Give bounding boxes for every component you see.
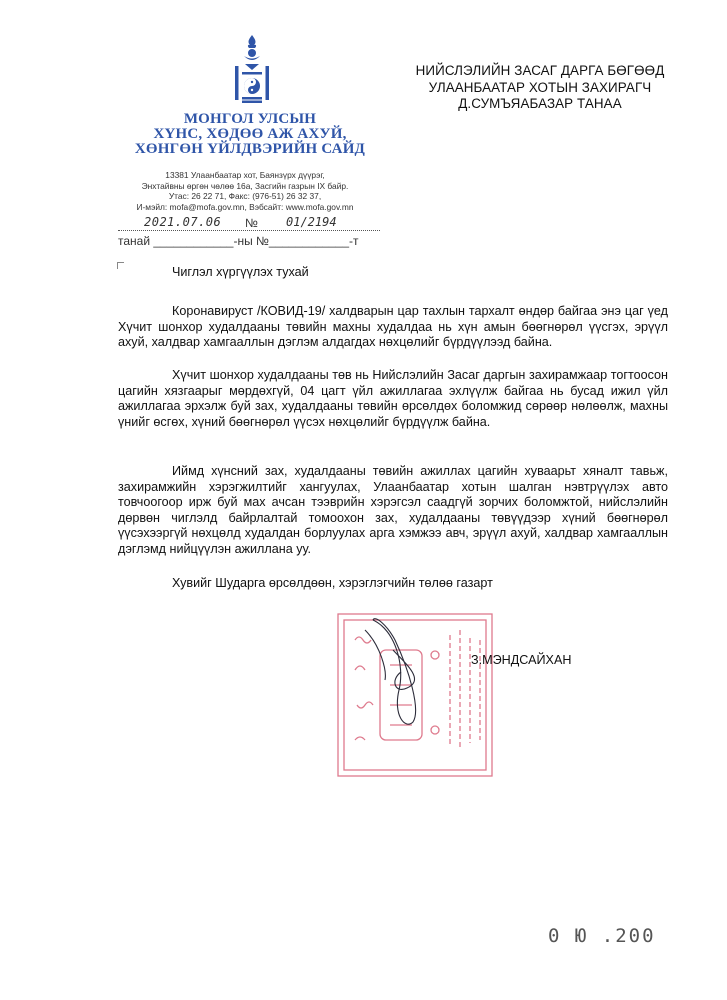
soyombo-emblem-icon (229, 34, 275, 106)
address-line: И-мэйл: mofa@mofa.gov.mn, Вэбсайт: www.mofa.gov.mn (136, 201, 354, 212)
body-paragraph: Хүчит шонхор худалдааны төв нь Нийслэлийн Засаг даргын захирамжаар тогтоосон цагийн хязгаарыг мөрдөхгүй, 04 цагт үйл ажиллагаа эхлүүлж байгаа нь бусад ижил үйл ажиллагаа эрхэлж буй зах, худалдааны төвийн өрсөлдөх боломжид сөрөөр нөлөөлж, махны үнийг өсгөх, хүний бөөгнөрөл үүсэх нөхцөлийг бүрдүүлж байна. (118, 368, 668, 429)
ministry-name (90, 112, 410, 157)
reference-number-label: № (245, 216, 258, 230)
recipient-block (405, 63, 675, 113)
copy-to-line: Хувийг Шударга өрсөлдөөн, хэрэглэгчийн төлөө газарт (172, 576, 493, 590)
reference-number: 01/2194 (286, 215, 337, 229)
ministry-name-line: МОНГОЛ УЛСЫН (183, 111, 317, 127)
reference-divider (118, 230, 380, 231)
corner-mark (117, 262, 124, 269)
body-paragraph: Иймд хүнсний зах, худалдааны төвийн ажиллах цагийн хуваарьт хяналт тавьж, захирамжийн хэрэгжилтийг хангуулах, Улаанбаатар хотын шалган нэвтрүүлэх авто товчоогоор ирж буй мах ачсан тээврийн хэрэгсэл саадгүй зорчих боломжтой, нийслэлийн дөрвөн чиглэлд байрлалтай томоохон зах, худалдааны төвүүдээр хүний бөөгнөрөл үүсэхээргүй нөхцөлд худалдан борлуулах арга хэмжээ авч, эрүүл ахуй, халдвар хамгааллын дэглэмд нийцүүлэн ажиллана уу. (118, 464, 668, 556)
body-paragraph: Коронавируст /КОВИД-19/ халдварын цар тахлын тархалт өндөр байгаа энэ цаг үед Хүчит шонхор худалдааны төвийн махны худалдаа нь хүн амын бөөгнөрөл үүсгэх, эрүүл ахуй, халдвар хамгааллын дэглэм алдагдах нөхцөлийг бүрдүүлээд байна. (118, 304, 668, 350)
reference-date: 2021.07.06 (144, 215, 222, 229)
recipient-line: УЛААНБААТАР ХОТЫН ЗАХИРАГЧ (428, 79, 652, 95)
letter-subject: Чиглэл хүргүүлэх тухай (172, 265, 309, 279)
signature-mark (365, 619, 416, 724)
address-line: Энхтайвны өргөн чөлөө 16а, Засгийн газрын IX байр. (141, 180, 349, 191)
recipient-line: НИЙСЛЭЛИЙН ЗАСАГ ДАРГА БӨГӨӨД (415, 63, 665, 78)
address-line: 13381 Улаанбаатар хот, Баянзүрх дүүрэг, (165, 170, 325, 180)
official-stamp (335, 610, 495, 780)
ministry-name-line: ХӨНГӨН ҮЙЛДВЭРИЙН САЙД (134, 141, 366, 157)
ministry-address (95, 170, 395, 212)
ministry-name-line: ХҮНС, ХӨДӨӨ АЖ АХУЙ, (153, 126, 347, 142)
signer-name: З.МЭНДСАЙХАН (471, 653, 572, 667)
recipient-line: Д.СУМЪЯАБАЗАР ТАНАА (458, 96, 622, 111)
address-line: Утас: 26 22 71, Факс: (976-51) 26 32 37, (168, 191, 322, 201)
received-date-stamp: 0 Ю .200 (548, 925, 656, 947)
reply-reference-line: танай ____________-ны №____________-т (118, 234, 359, 248)
